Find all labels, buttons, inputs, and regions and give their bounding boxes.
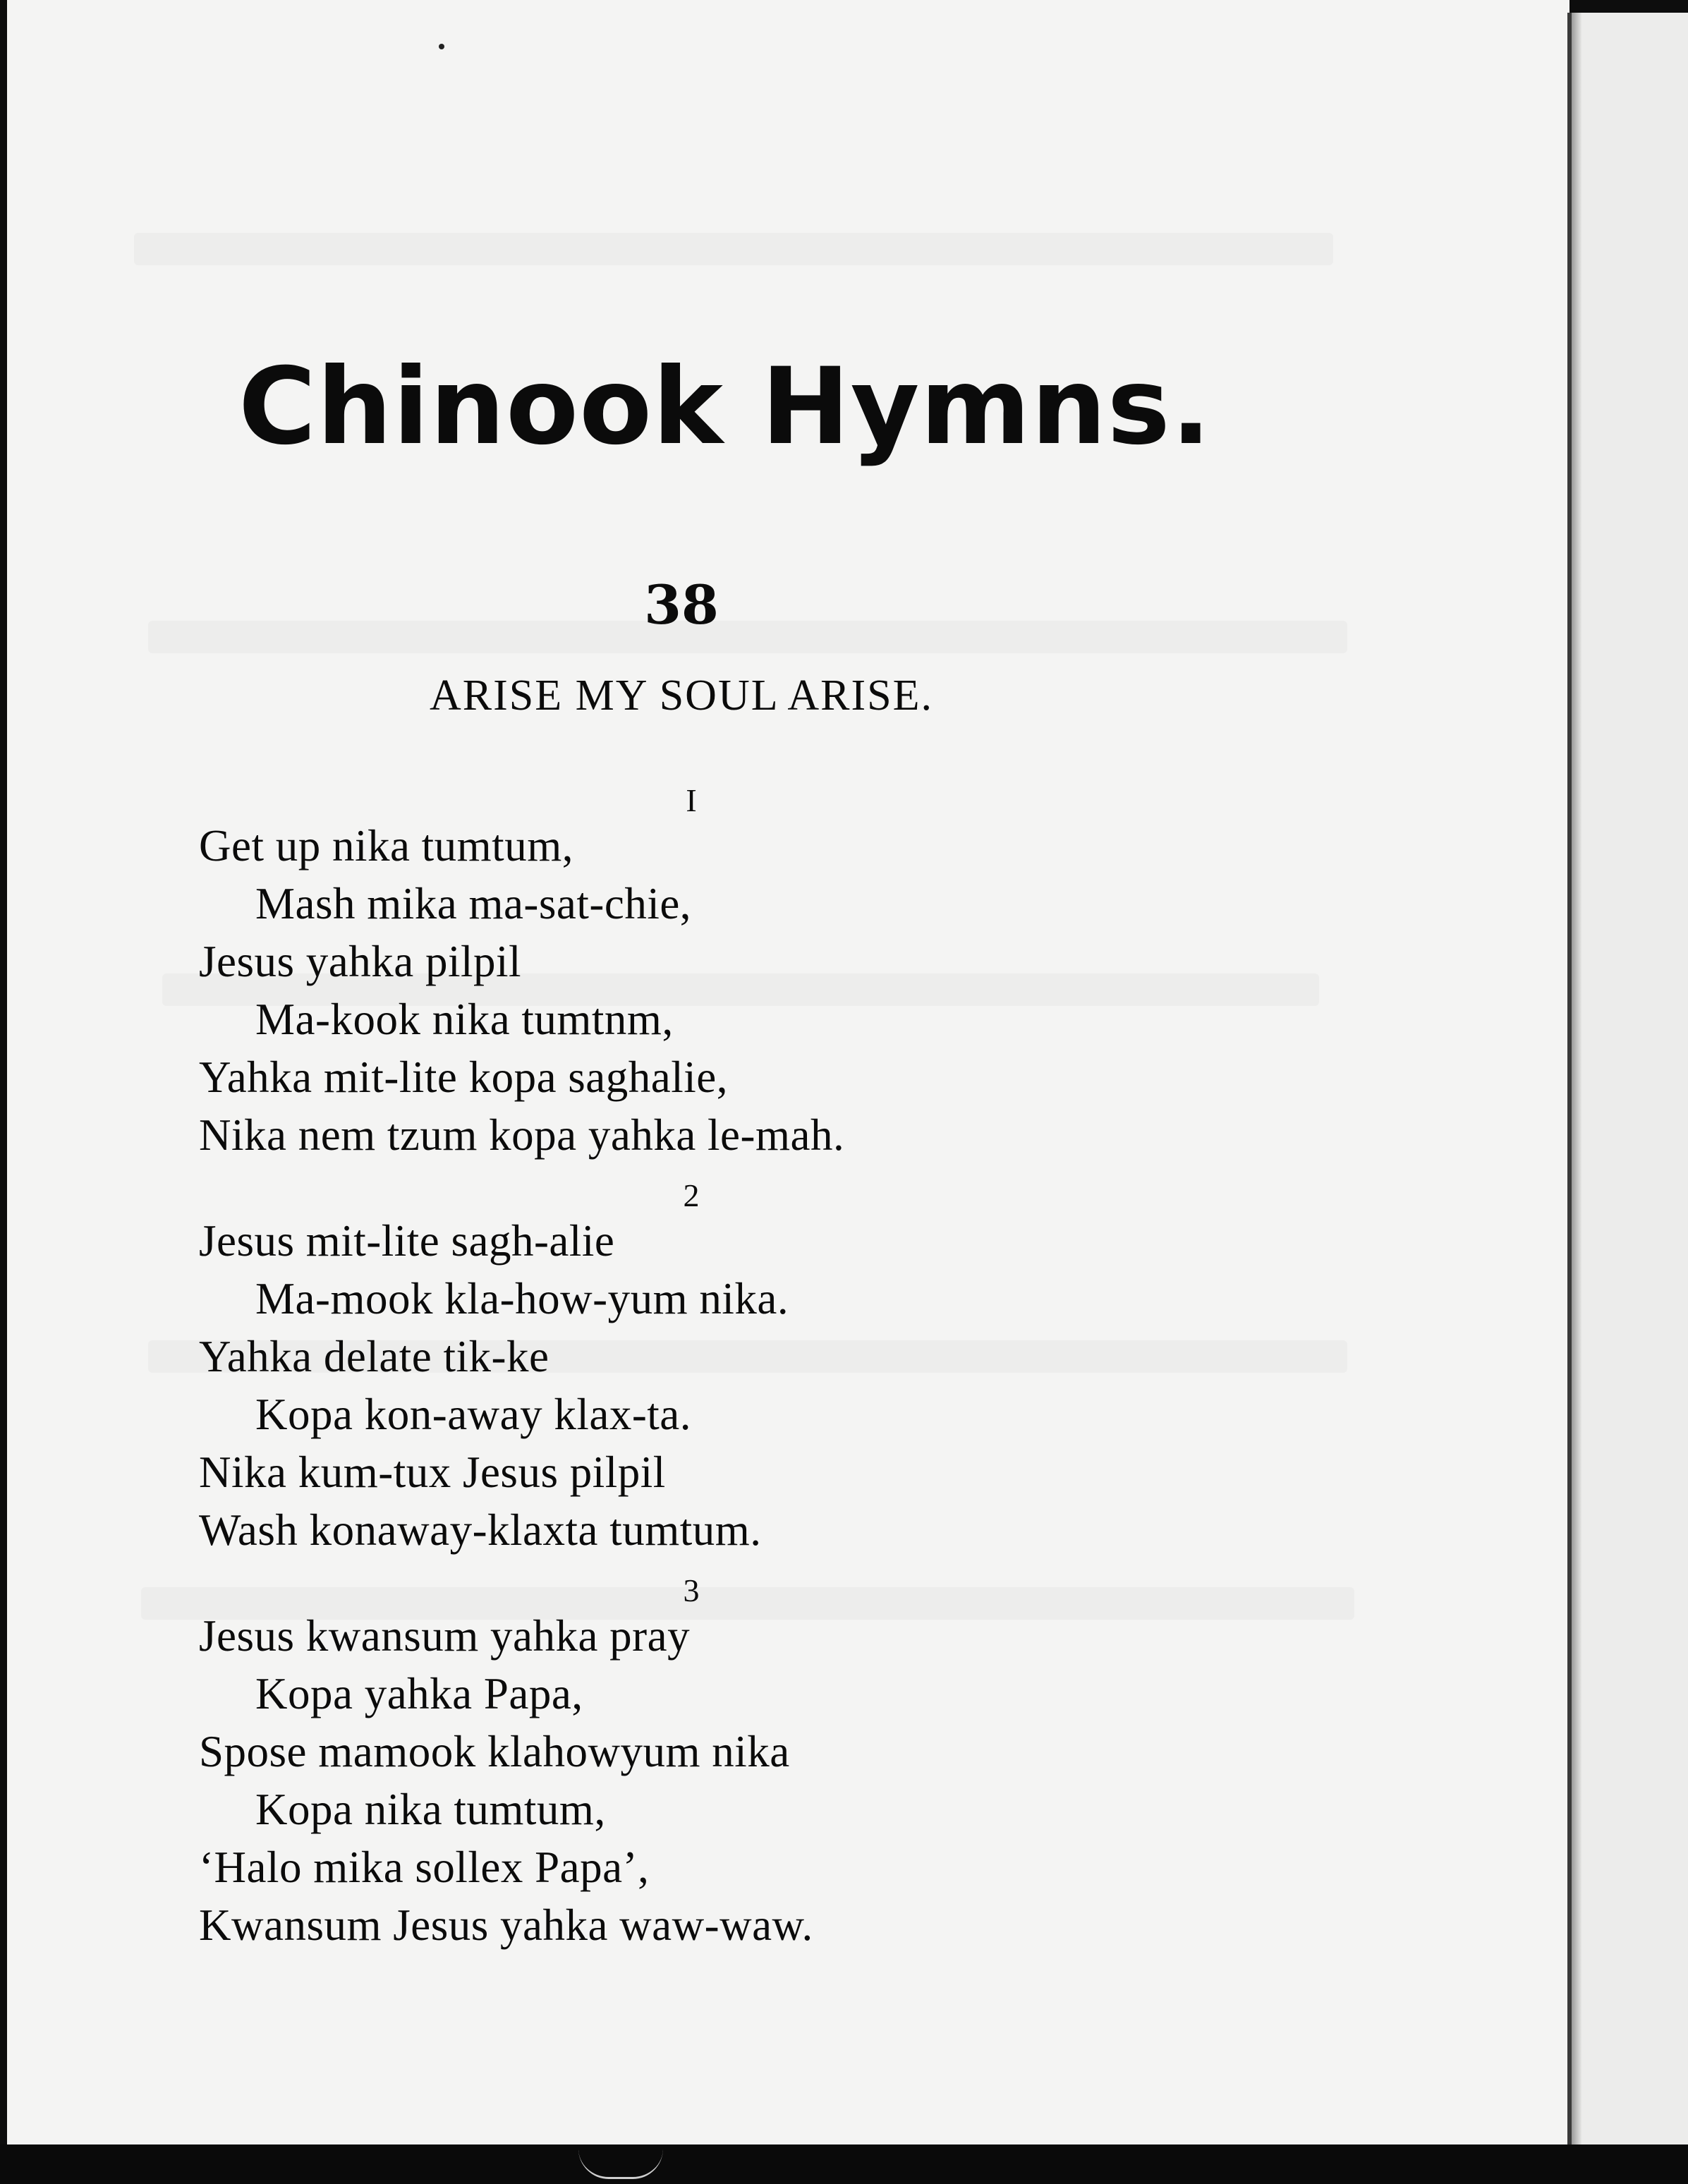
verse-line: Jesus yahka pilpil xyxy=(199,937,521,986)
speck-mark xyxy=(439,44,444,49)
verse-number: 3 xyxy=(683,1572,700,1608)
verse-line: Get up nika tumtum, xyxy=(199,821,573,870)
page-gutter-shadow xyxy=(1572,13,1581,2144)
verse-number: 2 xyxy=(683,1177,700,1213)
binding-curve xyxy=(578,2149,663,2179)
verse-line: ‘Halo mika sollex Papa’, xyxy=(199,1843,650,1892)
verse-line: Jesus kwansum yahka pray xyxy=(199,1611,691,1661)
verse-number: I xyxy=(686,782,697,818)
verse-line: Ma-mook kla-how-yum nika. xyxy=(255,1274,789,1323)
verse-line: Kopa kon-away klax-ta. xyxy=(255,1390,692,1439)
verse-line: Kopa nika tumtum, xyxy=(255,1785,606,1834)
verse-line: Wash konaway-klaxta tumtum. xyxy=(199,1505,762,1555)
verse-line: Kopa yahka Papa, xyxy=(255,1669,583,1718)
verse-line: Jesus mit-lite sagh-alie xyxy=(199,1216,615,1266)
scan-bottom-border xyxy=(0,2144,1688,2184)
facing-page-edge xyxy=(1567,13,1688,2144)
verse-line: Yahka delate tik-ke xyxy=(199,1332,549,1381)
page-heading: Chinook Hymns. xyxy=(238,346,1212,468)
book-page xyxy=(7,0,1569,2144)
hymn-title: ARISE MY SOUL ARISE. xyxy=(429,672,934,720)
hymn-number: 38 xyxy=(644,574,719,636)
verse-line: Nika nem tzum kopa yahka le-mah. xyxy=(199,1110,845,1160)
verse-line: Yahka mit-lite kopa saghalie, xyxy=(199,1052,728,1102)
verse-line: Spose mamook klahowyum nika xyxy=(199,1727,790,1776)
verse-line: Mash mika ma-sat-chie, xyxy=(255,879,692,928)
verse-line: Kwansum Jesus yahka waw-waw. xyxy=(199,1900,813,1950)
verse-line: Nika kum-tux Jesus pilpil xyxy=(199,1448,666,1497)
verse-line: Ma-kook nika tumtnm, xyxy=(255,995,674,1044)
